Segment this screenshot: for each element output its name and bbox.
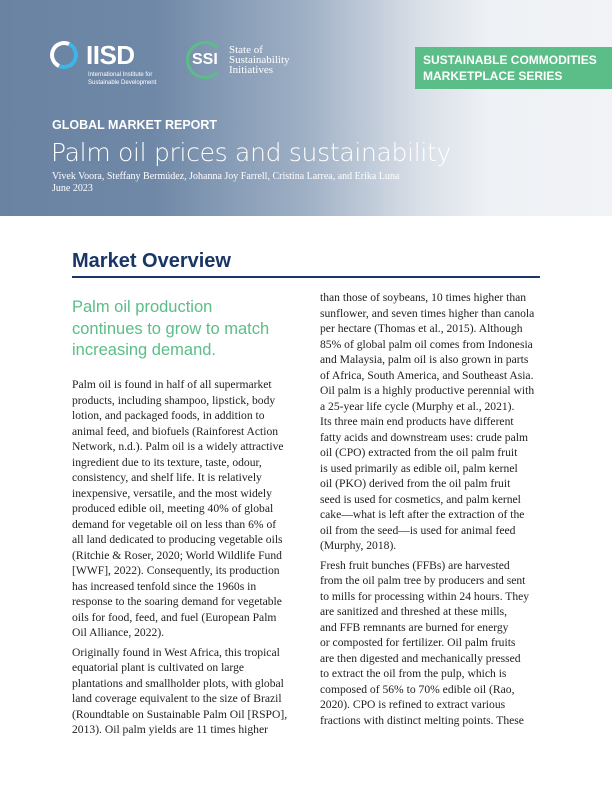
ssi-logo — [186, 41, 316, 81]
report-kicker: GLOBAL MARKET REPORT — [52, 118, 218, 132]
authors-block — [52, 171, 399, 195]
section-title: Market Overview — [72, 250, 231, 272]
paragraph-line: Oil palm is a highly productive perennial with — [320, 384, 535, 397]
paragraph-line: Oil Alliance, 2022). — [72, 626, 165, 639]
paragraph-line: cake—what is left after the extraction of the — [320, 508, 525, 521]
series-badge-line: MARKETPLACE SERIES — [423, 68, 563, 83]
series-badge-line: SUSTAINABLE COMMODITIES — [423, 53, 597, 67]
paragraph-line: and Malaysia, palm oil is also grown in parts — [320, 353, 529, 366]
iisd-subtitle-line: Sustainable Development — [88, 79, 157, 86]
paragraph-line: all land dedicated to producing vegetable oils — [72, 533, 283, 546]
paragraph-line: consistency, and shelf life. It is relatively — [72, 471, 262, 484]
pull-quote — [72, 297, 302, 362]
paragraph-line: has increased tenfold since the 1960s in — [72, 579, 257, 593]
ssi-text-line: State of — [229, 44, 263, 56]
paragraph-line: Palm oil is found in half of all supermarket — [72, 378, 272, 391]
paragraph-line: oil from the seed—is used for animal feed — [320, 523, 516, 537]
paragraph-line: sunflower, and seven times higher than canola — [320, 306, 535, 320]
report-title: Palm oil prices and sustainability — [51, 138, 452, 167]
paragraph-line: (Murphy, 2018). — [320, 539, 397, 552]
paragraph-line: Fresh fruit bunches (FFBs) are harvested — [320, 558, 510, 572]
paragraph — [72, 377, 287, 641]
ssi-text — [229, 45, 319, 75]
paragraph-line: or composted for fertilizer. Oil palm fruits — [320, 636, 516, 649]
paragraph-line: Network, n.d.). Palm oil is a widely attractive — [72, 440, 284, 453]
ssi-text-line: Sustainability — [229, 54, 290, 66]
paragraph-line: 2013). Oil palm yields are 11 times higher — [72, 723, 268, 736]
paragraph-line: lotion, and packaged foods, in addition to — [72, 409, 265, 422]
publication-date: June 2023 — [52, 183, 93, 194]
paragraph-line: 2020). CPO is refined to extract various — [320, 698, 506, 711]
paragraph-line: plantations and smallholder plots, with global — [72, 676, 284, 690]
pull-quote-line: continues to grow to match — [72, 319, 270, 338]
iisd-ring-icon — [46, 37, 82, 73]
paragraph-line: [WWF], 2022). Consequently, its production — [72, 564, 280, 577]
paragraph-line: a 25-year life cycle (Murphy et al., 2021). — [320, 399, 515, 413]
paragraph-line: land coverage equivalent to the size of Brazil — [72, 692, 282, 705]
paragraph-line: inexpensive, versatile, and the most widely — [72, 486, 272, 500]
pull-quote-line: Palm oil production — [72, 298, 213, 316]
paragraph-line: products, including shampoo, lipstick, body — [72, 393, 276, 407]
paragraph — [320, 558, 534, 729]
paragraph-line: Originally found in West Africa, this tropical — [72, 645, 280, 659]
paragraph-line: composed of 56% to 70% edible oil (Rao, — [320, 682, 515, 696]
paragraph-line: equatorial plant is cultivated on large — [72, 661, 245, 674]
paragraph-line: are sanitized and threshed at these mills, — [320, 605, 508, 618]
paragraph — [72, 645, 287, 738]
iisd-wordmark: IISD — [86, 40, 135, 70]
paragraph-line: are then digested and mechanically pressed — [320, 651, 521, 665]
paragraph-line: oil (CPO) extracted from the oil palm fruit — [320, 446, 518, 459]
authors: Vivek Voora, Steffany Bermúdez, Johanna Joy Farrell, Cristina Larrea, and Erika Luna — [52, 171, 400, 182]
series-badge — [415, 47, 612, 89]
paragraph-line: fatty acids and downstream uses: crude palm — [320, 430, 528, 444]
paragraph-line: to mills for processing within 24 hours. They — [320, 589, 530, 603]
paragraph-line: and FFB remnants are burned for energy — [320, 620, 509, 634]
paragraph-line: 85% of global palm oil comes from Indonesia — [320, 337, 533, 351]
paragraph-line: of Africa, South America, and Southeast Asia. — [320, 368, 534, 382]
ssi-wordmark: SSI — [192, 51, 218, 68]
paragraph-line: than those of soybeans, 10 times higher than — [320, 291, 527, 304]
pull-quote-line: increasing demand. — [72, 341, 217, 359]
paragraph-line: produced edible oil, meeting 40% of global — [72, 502, 274, 515]
body-column-left — [72, 377, 287, 742]
paragraph-line: seed is used for cosmetics, and palm kernel — [320, 492, 521, 506]
paragraph-line: (Roundtable on Sustainable Palm Oil [RSPO], — [72, 707, 288, 721]
iisd-subtitle-line: International Institute for — [88, 72, 153, 78]
paragraph-line: demand for vegetable oil on less than 6% of — [72, 517, 277, 531]
paragraph-line: response to the soaring demand for vegetable — [72, 595, 282, 608]
ssi-text-line: Initiatives — [229, 64, 273, 76]
report-header — [0, 0, 612, 216]
section-divider — [72, 276, 540, 278]
paragraph-line: fractions with distinct melting points. These — [320, 713, 524, 727]
paragraph-line: is used primarily as edible oil, palm kernel — [320, 461, 518, 475]
paragraph — [320, 290, 534, 554]
body-column-right — [320, 290, 534, 732]
paragraph-line: Its three main end products have different — [320, 415, 514, 428]
paragraph-line: oil (PKO) derived from the oil palm fruit — [320, 477, 511, 490]
paragraph-line: to extract the oil from the pulp, which is — [320, 667, 507, 680]
paragraph-line: animal feed, and biofuels (Rainforest Action — [72, 424, 279, 438]
paragraph-line: oils for food, feed, and fuel (European Palm — [72, 610, 277, 624]
iisd-logo — [50, 41, 205, 89]
paragraph-line: per hectare (Thomas et al., 2015). Although — [320, 322, 523, 335]
iisd-subtitle — [88, 72, 188, 87]
paragraph-line: from the oil palm tree by producers and sent — [320, 574, 526, 587]
paragraph-line: (Ritchie & Roser, 2020; World Wildlife Fund — [72, 548, 282, 562]
paragraph-line: ingredient due to its texture, taste, odour, — [72, 455, 262, 469]
